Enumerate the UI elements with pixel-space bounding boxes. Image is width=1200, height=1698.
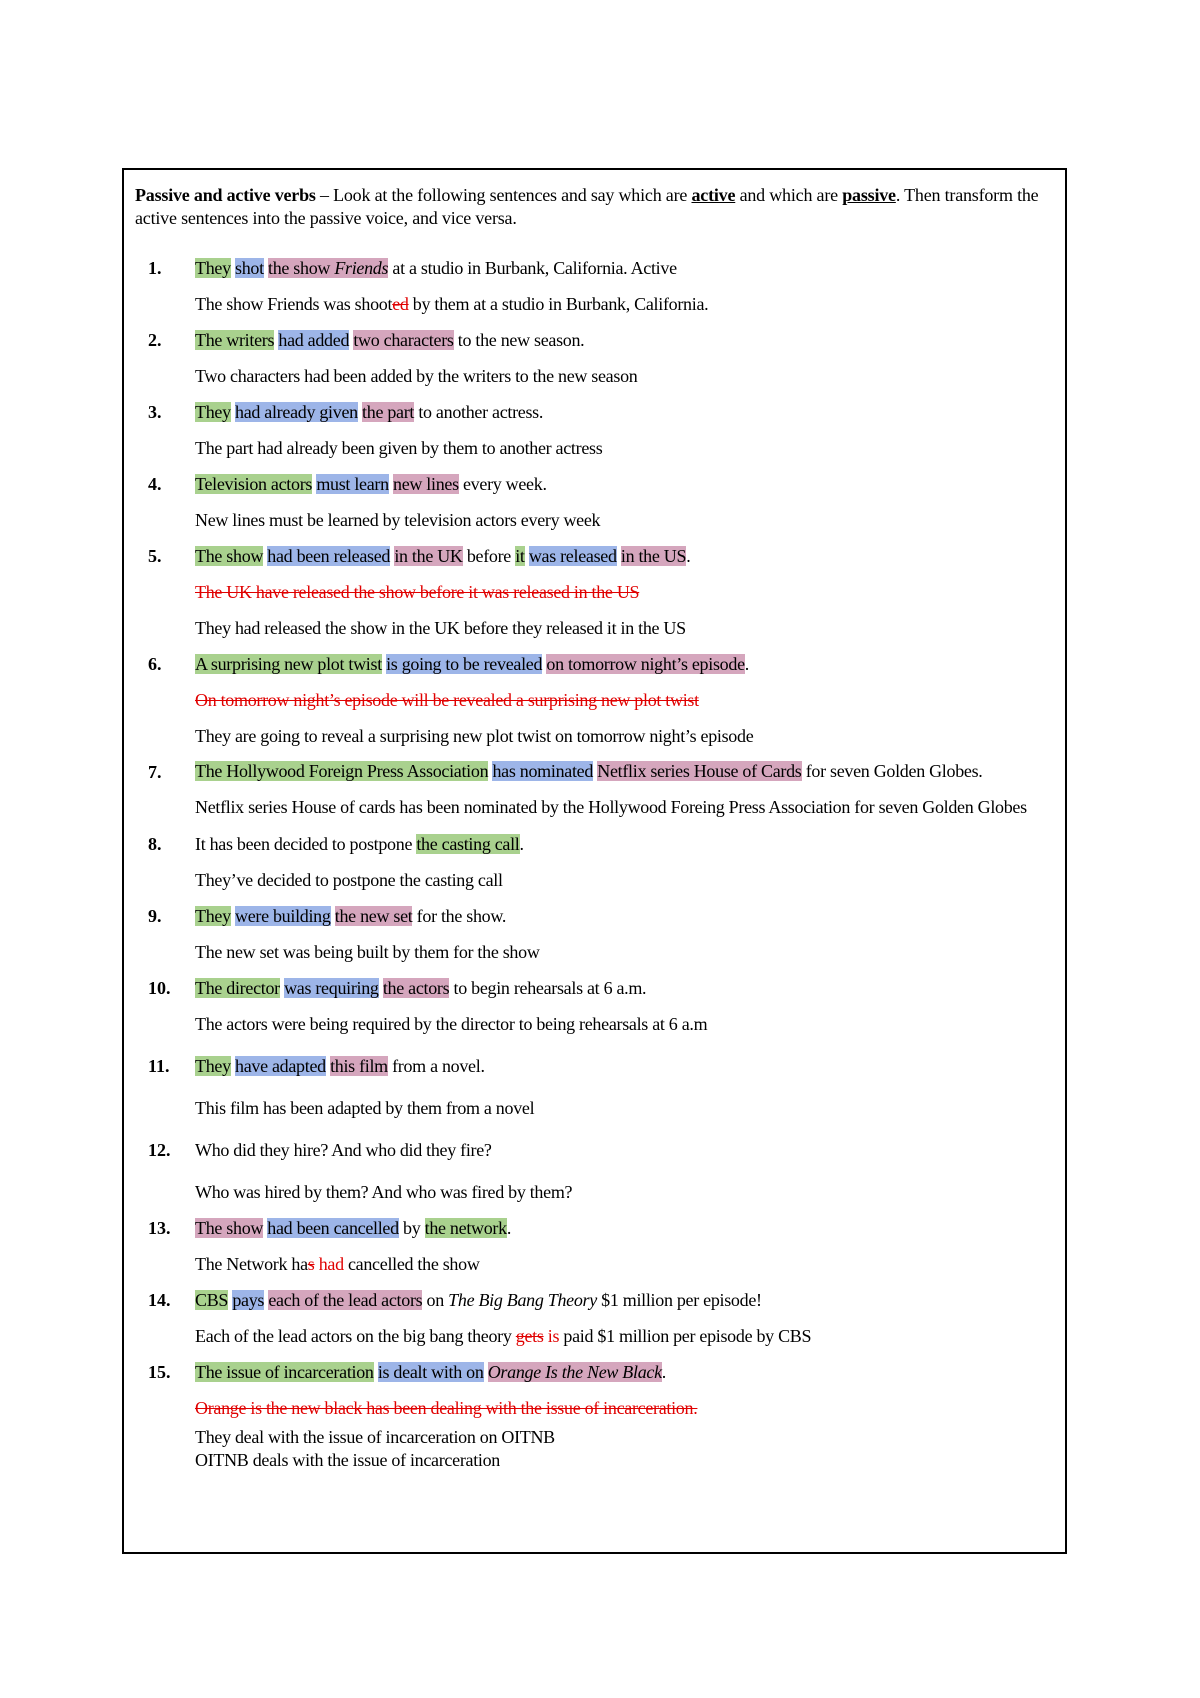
answer-sentence <box>195 1426 1054 1449</box>
item-number: 15. <box>148 1362 171 1382</box>
original-sentence <box>195 1354 1054 1390</box>
answer-sentence <box>195 1006 1054 1042</box>
object-highlight: new lines <box>393 474 459 494</box>
answer-sentence <box>195 682 1054 718</box>
list-item <box>135 754 1054 826</box>
list-item <box>135 466 1054 538</box>
text-segment: to another actress. <box>414 402 544 422</box>
text-segment: to the new season. <box>453 330 585 350</box>
verb-highlight: is going to be revealed <box>386 654 543 674</box>
answer-sentence <box>195 610 1054 646</box>
instructions-text-1: – Look at the following sentences and say which are <box>315 185 692 205</box>
text-segment: on <box>422 1290 449 1310</box>
object-highlight: the part <box>362 402 415 422</box>
verb-highlight: had been cancelled <box>267 1218 399 1238</box>
answer-sentence <box>195 790 1054 826</box>
subject-highlight: The director <box>195 978 280 998</box>
verb-highlight: is dealt with on <box>377 1362 484 1382</box>
object-highlight: in the US <box>620 546 687 566</box>
text-segment: Who was hired by them? And who was fired by them? <box>195 1182 573 1202</box>
answer-sentence <box>195 1090 1054 1126</box>
list-item <box>135 250 1054 322</box>
active-keyword: active <box>691 185 736 205</box>
verb-highlight: must learn <box>316 474 389 494</box>
text-segment: They had released the show in the UK before they released it in the US <box>195 618 686 638</box>
text-segment: by <box>398 1218 425 1238</box>
original-sentence <box>195 394 1054 430</box>
object-highlight: Netflix series House of Cards <box>597 761 802 781</box>
passive-keyword: passive <box>842 185 896 205</box>
answer-sentence <box>195 862 1054 898</box>
subject-highlight: The show <box>195 546 264 566</box>
answer-sentence <box>195 718 1054 754</box>
verb-highlight: was released <box>528 546 617 566</box>
original-sentence <box>195 1210 1054 1246</box>
list-item <box>135 1132 1054 1210</box>
subject-highlight: The issue of incarceration <box>195 1362 374 1382</box>
instructions-title: Passive and active verbs <box>135 185 316 205</box>
subject-highlight: the casting call <box>416 834 520 854</box>
text-segment: They’ve decided to postpone the casting call <box>195 870 503 890</box>
struck-correction: Orange is the new black has been dealing with the issue of incarceration. <box>195 1398 698 1418</box>
sentence-list <box>135 250 1054 1472</box>
answer-sentence <box>195 286 1054 322</box>
original-sentence <box>195 466 1054 502</box>
original-sentence <box>195 898 1054 934</box>
text-segment: $1 million per episode! <box>596 1290 762 1310</box>
subject-highlight: The writers <box>195 330 275 350</box>
list-item <box>135 538 1054 646</box>
original-sentence <box>195 1048 1054 1084</box>
original-sentence <box>195 970 1054 1006</box>
text-segment: . <box>744 654 749 674</box>
subject-highlight: They <box>195 402 231 422</box>
list-item <box>135 898 1054 970</box>
original-sentence <box>195 538 1054 574</box>
object-highlight: the actors <box>382 978 450 998</box>
item-number: 5. <box>148 546 162 566</box>
object-highlight: the new set <box>334 906 413 926</box>
text-segment: Each of the lead actors on the big bang theory <box>195 1326 516 1346</box>
answer-sentence <box>195 430 1054 466</box>
text-segment: The Big Bang Theory <box>448 1290 597 1310</box>
text-segment: The actors were being required by the director to being rehearsals at 6 a.m <box>195 1014 708 1034</box>
item-number: 11. <box>148 1056 170 1076</box>
subject-highlight: They <box>195 258 231 278</box>
struck-correction: s <box>307 1254 315 1274</box>
text-segment: They deal with the issue of incarceration on OITNB <box>195 1427 555 1447</box>
object-highlight: each of the lead actors <box>268 1290 423 1310</box>
verb-highlight: have adapted <box>235 1056 326 1076</box>
subject-highlight: it <box>515 546 525 566</box>
text-segment: cancelled the show <box>343 1254 480 1274</box>
list-item <box>135 1210 1054 1282</box>
verb-highlight: pays <box>232 1290 265 1310</box>
subject-highlight: The Hollywood Foreign Press Association <box>195 761 489 781</box>
text-segment: for the show. <box>412 906 507 926</box>
answer-sentence <box>195 934 1054 970</box>
object-highlight: in the UK <box>394 546 463 566</box>
text-segment: Netflix series House of cards has been nominated by the Hollywood Foreing Press Association for seven Golden Globes <box>195 797 1027 817</box>
original-sentence <box>195 826 1054 862</box>
item-number: 12. <box>148 1140 171 1160</box>
text-segment: . <box>686 546 691 566</box>
item-number: 10. <box>148 978 171 998</box>
original-sentence <box>195 1282 1054 1318</box>
list-item <box>135 394 1054 466</box>
subject-highlight: the network <box>424 1218 507 1238</box>
object-highlight: Friends <box>334 258 389 278</box>
text-segment: paid $1 million per episode by CBS <box>559 1326 812 1346</box>
text-segment: They are going to reveal a surprising new plot twist on tomorrow night’s episode <box>195 726 754 746</box>
text-segment: The new set was being built by them for the show <box>195 942 540 962</box>
text-segment: at a studio in Burbank, California. Active <box>388 258 677 278</box>
instructions <box>135 184 1054 230</box>
text-segment: by them at a studio in Burbank, California. <box>408 294 709 314</box>
item-number: 1. <box>148 258 162 278</box>
struck-correction: The UK have released the show before it was released in the US <box>195 582 640 602</box>
list-item <box>135 646 1054 754</box>
subject-highlight: CBS <box>195 1290 229 1310</box>
answer-sentence <box>195 1318 1054 1354</box>
item-number: 4. <box>148 474 162 494</box>
verb-highlight: had already given <box>235 402 358 422</box>
struck-correction: On tomorrow night’s episode will be revealed a surprising new plot twist <box>195 690 699 710</box>
item-number: 14. <box>148 1290 171 1310</box>
verb-highlight: were building <box>235 906 331 926</box>
text-segment: . <box>661 1362 666 1382</box>
subject-highlight: A surprising new plot twist <box>195 654 382 674</box>
object-highlight: on tomorrow night’s episode <box>546 654 745 674</box>
answer-sentence <box>195 358 1054 394</box>
item-number: 9. <box>148 906 162 926</box>
answer-sentence <box>195 502 1054 538</box>
text-segment: . <box>506 1218 512 1238</box>
object-highlight: The show <box>195 1218 264 1238</box>
item-number: 6. <box>148 654 162 674</box>
original-sentence <box>195 322 1054 358</box>
correction-text: is <box>547 1326 560 1346</box>
list-item <box>135 826 1054 898</box>
list-item <box>135 1354 1054 1472</box>
object-highlight: two characters <box>353 330 454 350</box>
answer-sentence <box>195 1449 1054 1472</box>
text-segment: before <box>462 546 516 566</box>
struck-correction: gets <box>515 1326 544 1346</box>
text-segment: for seven Golden Globes. <box>801 761 983 781</box>
text-segment: from a novel. <box>387 1056 485 1076</box>
text-segment: It has been decided to postpone <box>195 834 417 854</box>
list-item <box>135 1282 1054 1354</box>
item-number: 13. <box>148 1218 171 1238</box>
subject-highlight: They <box>195 1056 231 1076</box>
text-segment: to begin rehearsals at 6 a.m. <box>449 978 647 998</box>
text-segment: every week. <box>458 474 547 494</box>
original-sentence <box>195 1132 1054 1168</box>
item-number: 2. <box>148 330 162 350</box>
text-segment: The show Friends was shoot <box>195 294 393 314</box>
list-item <box>135 322 1054 394</box>
item-number: 7. <box>148 762 162 782</box>
correction-text: had <box>318 1254 344 1274</box>
original-sentence <box>195 754 1054 790</box>
instructions-text-2: and which are <box>735 185 843 205</box>
list-item <box>135 970 1054 1042</box>
verb-highlight: was requiring <box>284 978 379 998</box>
verb-highlight: shot <box>235 258 264 278</box>
text-segment: OITNB deals with the issue of incarceration <box>195 1450 501 1470</box>
item-number: 8. <box>148 834 162 854</box>
text-segment: Two characters had been added by the writers to the new season <box>195 366 638 386</box>
verb-highlight: had added <box>278 330 350 350</box>
object-highlight: this film <box>330 1056 388 1076</box>
answer-sentence <box>195 1174 1054 1210</box>
text-segment: . <box>519 834 524 854</box>
text-segment: The Network ha <box>195 1254 308 1274</box>
object-highlight: the show <box>268 258 335 278</box>
exercise-frame <box>122 168 1067 1554</box>
verb-highlight: had been released <box>267 546 391 566</box>
subject-highlight: Television actors <box>195 474 313 494</box>
text-segment: Who did they hire? And who did they fire? <box>195 1140 492 1160</box>
struck-correction: ed <box>392 294 409 314</box>
subject-highlight: They <box>195 906 231 926</box>
original-sentence <box>195 250 1054 286</box>
text-segment: New lines must be learned by television actors every week <box>195 510 601 530</box>
text-segment: This film has been adapted by them from a novel <box>195 1098 535 1118</box>
text-segment: The part had already been given by them to another actress <box>195 438 603 458</box>
item-number: 3. <box>148 402 162 422</box>
verb-highlight: has nominated <box>492 761 594 781</box>
answer-sentence <box>195 1246 1054 1282</box>
list-item <box>135 1048 1054 1126</box>
object-highlight: Orange Is the New Black <box>487 1362 662 1382</box>
answer-sentence <box>195 574 1054 610</box>
answer-sentence <box>195 1390 1054 1426</box>
instructions-text-3: . Then transform the active sentences into the passive voice, and vice versa. <box>135 185 1039 228</box>
original-sentence <box>195 646 1054 682</box>
